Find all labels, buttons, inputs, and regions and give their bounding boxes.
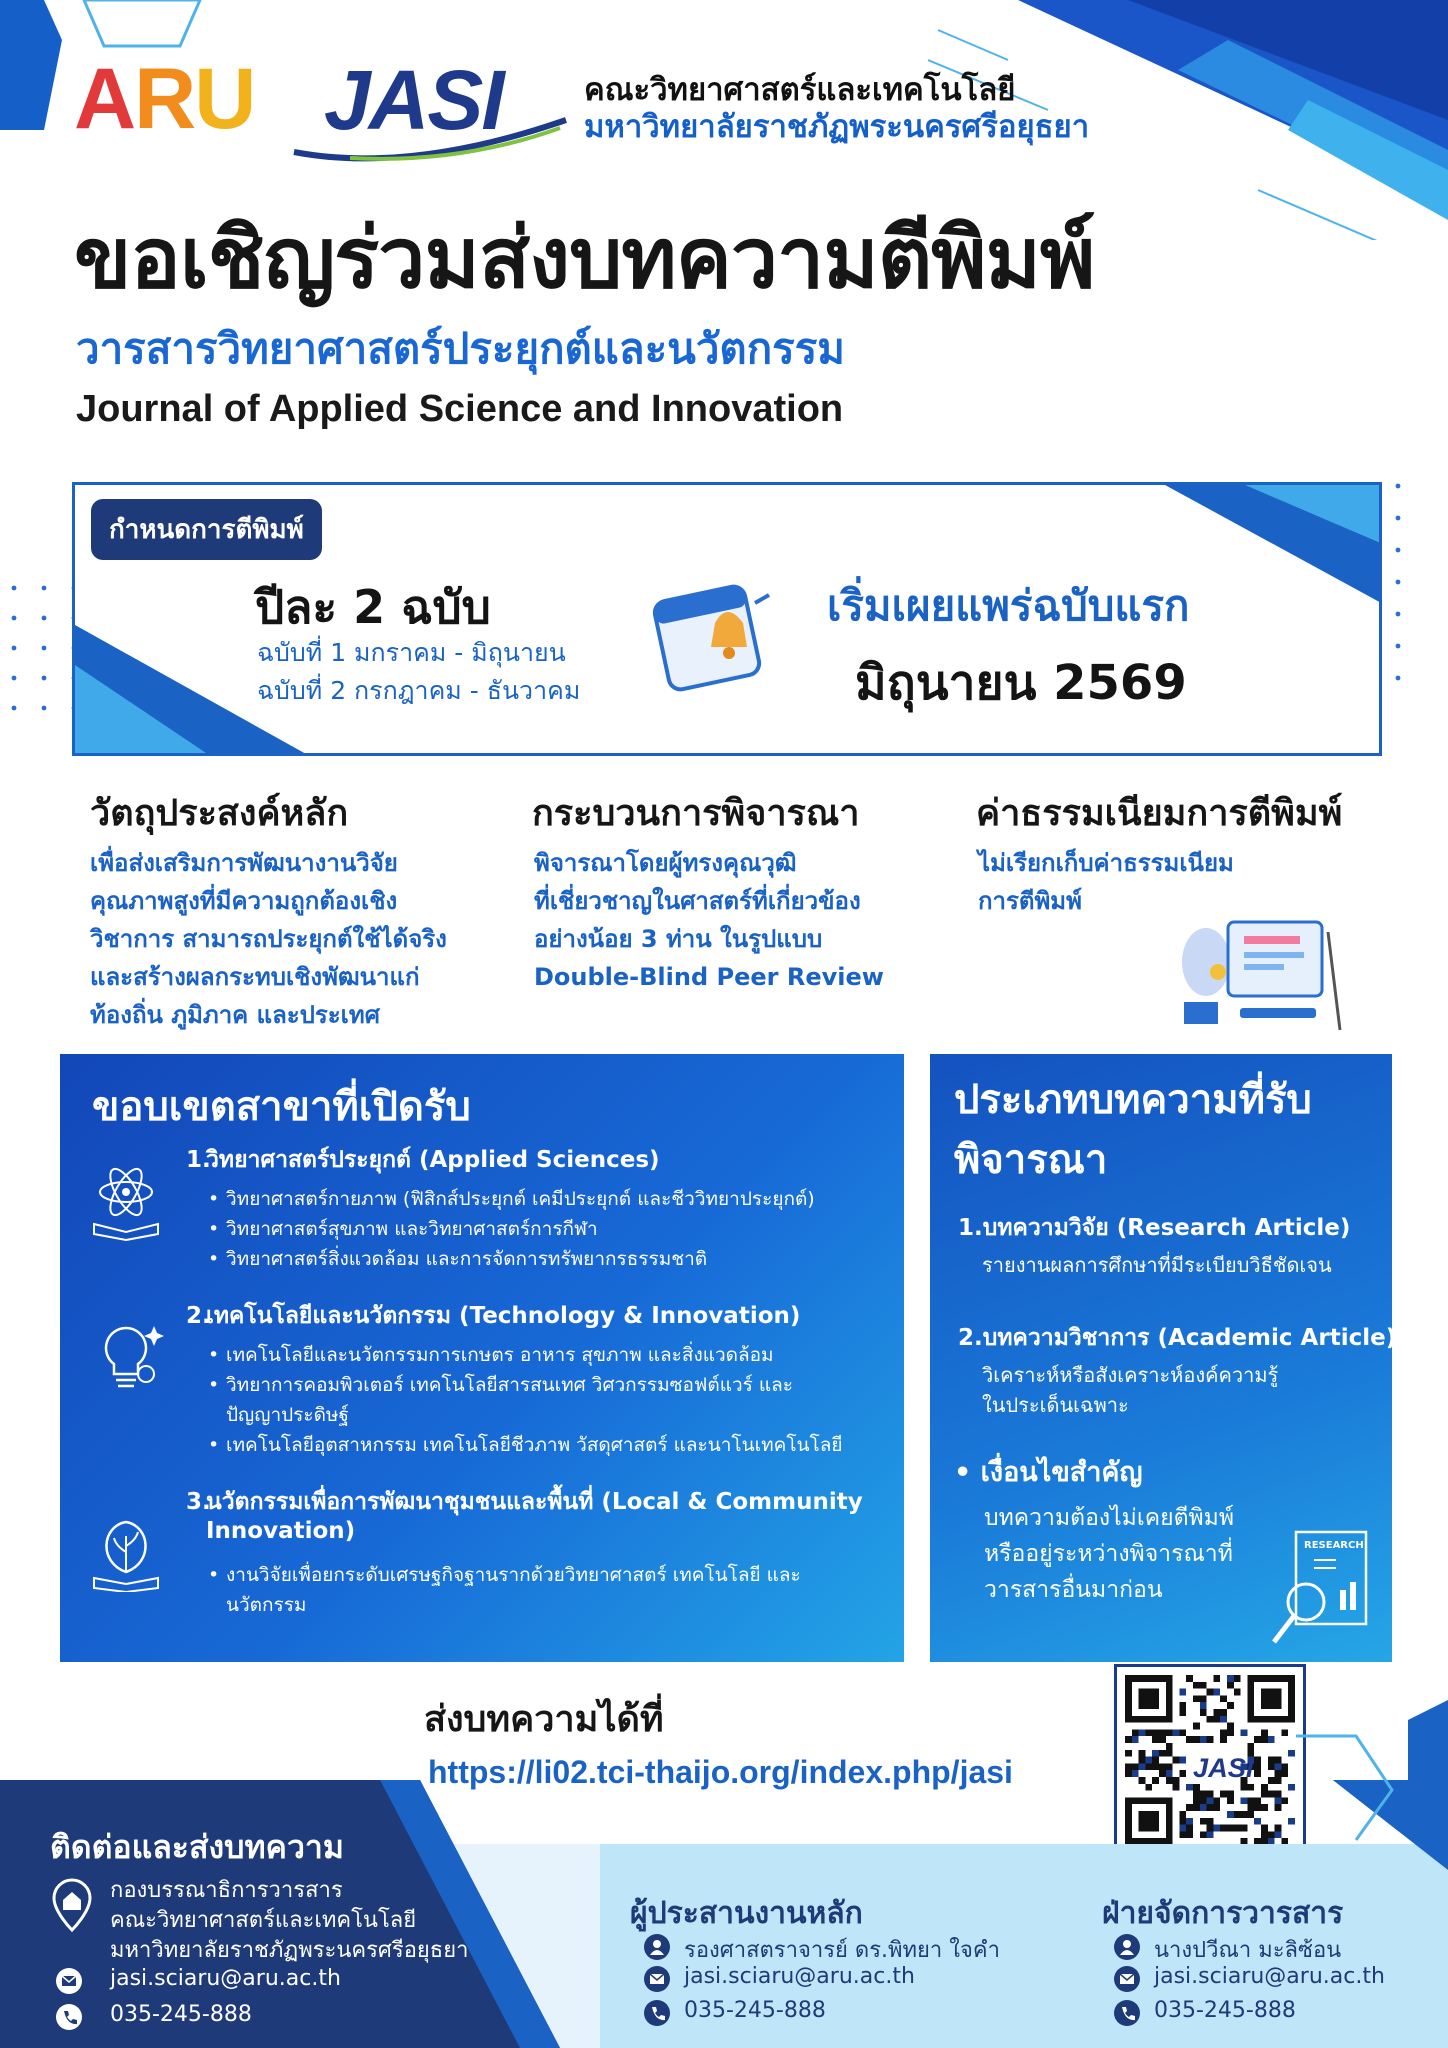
qr-module <box>1227 1729 1234 1736</box>
qr-module <box>1234 1675 1241 1682</box>
qr-module <box>1132 1763 1139 1770</box>
schedule-box <box>72 482 1382 756</box>
qr-module <box>1152 1763 1159 1770</box>
contact-heading: ติดต่อและส่งบทความ <box>50 1828 344 1866</box>
qr-module <box>1139 1757 1146 1764</box>
qr-module <box>1227 1702 1234 1709</box>
qr-module <box>1125 1750 1132 1757</box>
objective-heading: วัตถุประสงค์หลัก <box>90 793 349 834</box>
qr-module <box>1173 1729 1180 1736</box>
article-type-1-title: 1.บทความวิจัย (Research Article) <box>958 1215 1351 1241</box>
qr-module <box>1220 1729 1227 1736</box>
contact-email[interactable]: jasi.sciaru@aru.ac.th <box>110 1966 341 1991</box>
list-item: • เทคโนโลยีและนวัตกรรมการเกษตร อาหาร สุขภาพ และสิ่งแวดล้อม <box>226 1340 774 1370</box>
list-item: • วิทยาการคอมพิวเตอร์ เทคโนโลยีสารสนเทศ วิศวกรรมซอฟต์แวร์ และ <box>226 1370 793 1400</box>
management-phone[interactable]: 035-245-888 <box>1154 1998 1296 2023</box>
qr-module <box>1132 1736 1139 1743</box>
dot <box>42 676 47 681</box>
qr-module <box>1152 1750 1159 1757</box>
scope-section-2-title: 2.เทคโนโลยีและนวัตกรรม (Technology & Innovation) <box>186 1303 801 1329</box>
qr-module <box>1275 1763 1282 1770</box>
page-title: ขอเชิญร่วมส่งบทความตีพิมพ์ <box>74 209 1095 307</box>
management-name: นางปวีณา มะลิซ้อน <box>1154 1938 1342 1963</box>
list-item-continued: นวัตกรรม <box>226 1594 307 1616</box>
qr-module <box>1152 1757 1159 1764</box>
qr-module <box>1207 1736 1214 1743</box>
list-item: • วิทยาศาสตร์สิ่งแวดล้อม และการจัดการทรัพยากรธรรมชาติ <box>226 1244 707 1274</box>
atom-book-icon <box>88 1162 164 1242</box>
qr-module <box>1166 1770 1173 1777</box>
scope-heading: ขอบเขตสาขาที่เปิดรับ <box>92 1084 471 1130</box>
contact-address-3: มหาวิทยาลัยราชภัฏพระนครศรีอยุธยา <box>110 1938 469 1963</box>
qr-module <box>1254 1736 1261 1743</box>
qr-module <box>1166 1763 1173 1770</box>
qr-module <box>1179 1757 1186 1764</box>
dot <box>42 646 47 651</box>
dot <box>1396 644 1401 649</box>
qr-module <box>1152 1729 1159 1736</box>
qr-module <box>1227 1723 1234 1730</box>
phone-icon <box>644 2000 670 2026</box>
qr-module <box>1261 1729 1268 1736</box>
qr-module <box>1159 1729 1166 1736</box>
fee-text: ไม่เรียกเก็บค่าธรรมเนียม การตีพิมพ์ <box>978 849 1234 915</box>
qr-module <box>1159 1736 1166 1743</box>
qr-module <box>1200 1682 1207 1689</box>
dot <box>1396 580 1401 585</box>
qr-module <box>1254 1763 1261 1770</box>
qr-module <box>1139 1763 1146 1770</box>
first-issue-date: มิถุนายน 2569 <box>855 655 1187 711</box>
qr-module <box>1145 1729 1152 1736</box>
qr-module <box>1220 1736 1227 1743</box>
scope-section-1-title: 1.วิทยาศาสตร์ประยุกต์ (Applied Sciences) <box>186 1147 660 1173</box>
qr-module <box>1166 1743 1173 1750</box>
qr-center-label: JASI <box>1193 1752 1254 1783</box>
issue-2-period: ฉบับที่ 2 กรกฎาคม - ธันวาคม <box>257 676 581 705</box>
qr-module <box>1220 1695 1227 1702</box>
qr-module <box>1207 1689 1214 1696</box>
journal-title-th: วารสารวิทยาศาสตร์ประยุกต์และนวัตกรรม <box>76 324 845 373</box>
qr-module <box>1179 1770 1186 1777</box>
qr-module <box>1213 1689 1220 1696</box>
condition-text: บทความต้องไม่เคยตีพิมพ์ หรืออยู่ระหว่างพิจารณาที่ วารสารอื่นมาก่อน <box>984 1505 1234 1603</box>
article-type-2-title: 2.บทความวิชาการ (Academic Article) <box>958 1325 1397 1351</box>
lightbulb-gear-icon <box>88 1318 164 1398</box>
phone-icon <box>1114 2000 1140 2026</box>
schedule-tag: กำหนดการตีพิมพ์ <box>91 499 322 560</box>
person-icon <box>1114 1934 1140 1960</box>
qr-module <box>1125 1736 1132 1743</box>
faculty-name: คณะวิทยาศาสตร์และเทคโนโลยี มหาวิทยาลัยราชภัฏพระนครศรีอยุธยา <box>584 72 1090 146</box>
review-heading: กระบวนการพิจารณา <box>532 793 860 834</box>
list-item-continued: ปัญญาประดิษฐ์ <box>226 1404 349 1426</box>
objective-text: เพื่อส่งเสริมการพัฒนางานวิจัย คุณภาพสูงที่มีความถูกต้องเชิง วิชาการ สามารถประยุกต์ใช้ได้จริง และสร้างผลกระทบเชิงพัฒนาแก่ ท้องถิ่น ภูมิภาค และประเทศ <box>90 849 447 1029</box>
dot <box>42 586 47 591</box>
article-type-1-desc: รายงานผลการศึกษาที่มีระเบียบวิธีชัดเจน <box>982 1253 1332 1277</box>
contact-address-1: กองบรรณาธิการวารสาร <box>110 1878 343 1903</box>
research-icon-label: RESEARCH <box>1304 1540 1364 1551</box>
qr-module <box>1213 1675 1220 1682</box>
contact-phone[interactable]: 035-245-888 <box>110 2002 252 2027</box>
qr-module <box>1193 1736 1200 1743</box>
contact-address-2: คณะวิทยาศาสตร์และเทคโนโลยี <box>110 1908 417 1933</box>
dot <box>12 676 17 681</box>
qr-module <box>1200 1695 1207 1702</box>
dot <box>42 616 47 621</box>
research-magnifier-icon <box>1266 1524 1382 1652</box>
footer-arrow-decoration <box>1296 1700 1448 1860</box>
article-types-heading: ประเภทบทความที่รับ พิจารณา <box>954 1077 1312 1183</box>
qr-module <box>1132 1770 1139 1777</box>
qr-module <box>1220 1716 1227 1723</box>
qr-module <box>1261 1736 1268 1743</box>
qr-module <box>1213 1716 1220 1723</box>
management-email[interactable]: jasi.sciaru@aru.ac.th <box>1154 1964 1385 1989</box>
calendar-bell-icon <box>651 573 781 693</box>
email-icon <box>644 1966 670 1992</box>
article-type-2-desc-cont: ในประเด็นเฉพาะ <box>982 1393 1129 1417</box>
qr-module <box>1132 1729 1139 1736</box>
qr-module <box>1254 1770 1261 1777</box>
journal-title-en: Journal of Applied Science and Innovation <box>76 388 844 430</box>
qr-module <box>1186 1736 1193 1743</box>
qr-module <box>1125 1763 1132 1770</box>
qr-module <box>1159 1770 1166 1777</box>
qr-module <box>1213 1709 1220 1716</box>
qr-module <box>1281 1763 1288 1770</box>
qr-module <box>1227 1682 1234 1689</box>
jasi-logo: JASI <box>290 58 570 158</box>
location-pin-icon <box>50 1876 94 1936</box>
coordinator-email[interactable]: jasi.sciaru@aru.ac.th <box>684 1964 915 1989</box>
qr-module <box>1200 1709 1207 1716</box>
qr-module <box>1139 1729 1146 1736</box>
qr-finder <box>1261 1689 1281 1709</box>
qr-module <box>1193 1695 1200 1702</box>
qr-module <box>1152 1736 1159 1743</box>
scope-panel <box>60 1054 904 1662</box>
qr-module <box>1200 1736 1207 1743</box>
person-icon <box>644 1934 670 1960</box>
qr-module <box>1145 1763 1152 1770</box>
qr-module <box>1268 1757 1275 1764</box>
qr-module <box>1227 1675 1234 1682</box>
dot <box>1396 548 1401 553</box>
qr-finder <box>1139 1689 1159 1709</box>
article-type-2-desc: วิเคราะห์หรือสังเคราะห์องค์ความรู้ <box>982 1363 1279 1387</box>
scope-section-3-title-cont: Innovation) <box>206 1518 356 1544</box>
email-icon <box>56 1968 82 1994</box>
dot <box>1396 516 1401 521</box>
plant-book-icon <box>88 1512 164 1592</box>
qr-module <box>1173 1757 1180 1764</box>
qr-module <box>1254 1757 1261 1764</box>
list-item: • งานวิจัยเพื่อยกระดับเศรษฐกิจฐานรากด้วยวิทยาศาสตร์ เทคโนโลยี และ <box>226 1560 801 1590</box>
first-issue-label: เริ่มเผยแพร่ฉบับแรก <box>827 581 1190 630</box>
dot <box>42 706 47 711</box>
qr-module <box>1179 1702 1186 1709</box>
qr-module <box>1139 1750 1146 1757</box>
dot <box>12 586 17 591</box>
fee-heading: ค่าธรรมเนียมการตีพิมพ์ <box>976 793 1343 834</box>
aru-logo: ARU <box>74 51 255 147</box>
qr-module <box>1288 1750 1295 1757</box>
coordinator-heading: ผู้ประสานงานหลัก <box>630 1896 863 1931</box>
qr-module <box>1125 1770 1132 1777</box>
qr-module <box>1145 1757 1152 1764</box>
qr-module <box>1268 1763 1275 1770</box>
condition-heading: • เงื่อนไขสำคัญ <box>954 1457 1143 1488</box>
coordinator-phone[interactable]: 035-245-888 <box>684 1998 826 2023</box>
dot <box>1396 612 1401 617</box>
dot <box>1396 484 1401 489</box>
qr-module <box>1220 1709 1227 1716</box>
qr-module <box>1207 1716 1214 1723</box>
dot <box>12 706 17 711</box>
qr-module <box>1281 1729 1288 1736</box>
phone-icon <box>56 2004 82 2030</box>
review-text: พิจารณาโดยผู้ทรงคุณวุฒิ ที่เชี่ยวชาญในศาสตร์ที่เกี่ยวข้อง อย่างน้อย 3 ท่าน ในรูปแบบ Double-Blind Peer Review <box>534 849 884 991</box>
list-item: • วิทยาศาสตร์สุขภาพ และวิทยาศาสตร์การกีฬา <box>226 1214 598 1244</box>
qr-module <box>1268 1736 1275 1743</box>
qr-module <box>1179 1689 1186 1696</box>
qr-module <box>1179 1729 1186 1736</box>
coordinator-name: รองศาสตราจารย์ ดร.พิทยา ใจคำ <box>684 1938 1000 1963</box>
list-item: • วิทยาศาสตร์กายภาพ (ฟิสิกส์ประยุกต์ เคมีประยุกต์ และชีววิทยาประยุกต์) <box>226 1184 815 1214</box>
qr-module <box>1275 1757 1282 1764</box>
scope-section-3-title: 3.นวัตกรรมเพื่อการพัฒนาชุมชนและพื้นที่ (Local & Community <box>186 1489 863 1515</box>
submit-heading: ส่งบทความได้ที่ <box>424 1699 664 1740</box>
submission-link[interactable]: https://li02.tci-thaijo.org/index.php/jasi <box>428 1754 1013 1790</box>
qr-module <box>1275 1770 1282 1777</box>
qr-module <box>1193 1723 1200 1730</box>
workspace-illustration-icon <box>1170 912 1350 1040</box>
qr-module <box>1159 1750 1166 1757</box>
qr-module <box>1166 1750 1173 1757</box>
dot <box>12 646 17 651</box>
issue-1-period: ฉบับที่ 1 มกราคม - มิถุนายน <box>257 638 566 667</box>
article-types-panel <box>930 1054 1397 1662</box>
dot <box>12 616 17 621</box>
list-item: • เทคโนโลยีอุตสาหกรรม เทคโนโลยีชีวภาพ วัสดุศาสตร์ และนาโนเทคโนโลยี <box>226 1430 843 1460</box>
qr-module <box>1281 1770 1288 1777</box>
email-icon <box>1114 1966 1140 1992</box>
qr-module <box>1193 1682 1200 1689</box>
qr-module <box>1247 1743 1254 1750</box>
qr-module <box>1234 1689 1241 1696</box>
qr-module <box>1186 1675 1193 1682</box>
qr-module <box>1179 1709 1186 1716</box>
publication-frequency: ปีละ 2 ฉบับ <box>255 580 491 634</box>
qr-module <box>1159 1763 1166 1770</box>
qr-module <box>1200 1702 1207 1709</box>
dot <box>1396 676 1401 681</box>
management-heading: ฝ่ายจัดการวารสาร <box>1102 1896 1344 1931</box>
qr-module <box>1241 1729 1248 1736</box>
qr-module <box>1166 1729 1173 1736</box>
